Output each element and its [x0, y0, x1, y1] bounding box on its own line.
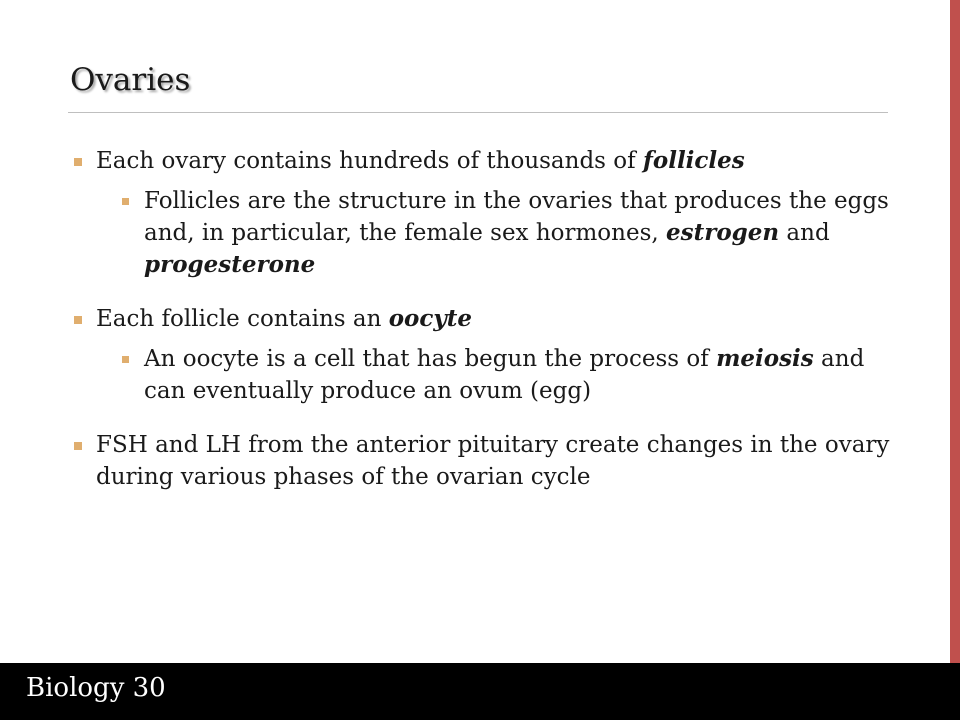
bullet-text: FSH and LH from the anterior pituitary create changes in the ovary during various phases of the ovarian cycle	[96, 432, 890, 490]
bullet-text: Follicles are the structure in the ovaries that produces the eggs and, in particular, the female sex hormones,	[144, 188, 889, 246]
footer-bar	[0, 663, 960, 720]
slide-title: Ovaries	[70, 62, 191, 98]
sub-bullet-item-oocyte-definition	[70, 343, 890, 407]
bullet-text: An oocyte is a cell that has begun the process of	[144, 346, 717, 372]
square-bullet-icon	[122, 356, 129, 363]
right-accent-bar	[950, 0, 960, 663]
emphasis-term: progesterone	[144, 251, 316, 278]
bullet-text: and can eventually produce an ovum (egg)	[144, 346, 865, 404]
emphasis-term: estrogen	[666, 219, 780, 246]
square-bullet-icon	[122, 198, 129, 205]
emphasis-term: follicles	[642, 147, 745, 174]
bullet-text: and	[779, 220, 830, 246]
bullet-item-follicles	[70, 145, 890, 177]
slide-body	[70, 145, 890, 493]
square-bullet-icon	[74, 442, 82, 450]
bullet-item-fsh-lh	[70, 429, 890, 493]
square-bullet-icon	[74, 316, 82, 324]
footer-course-label: Biology 30	[26, 673, 166, 703]
sub-bullet-item-follicle-function	[70, 185, 890, 281]
title-divider	[68, 112, 888, 113]
emphasis-term: oocyte	[388, 305, 473, 332]
square-bullet-icon	[74, 158, 82, 166]
bullet-text: Each follicle contains an	[96, 306, 389, 332]
bullet-item-oocyte	[70, 303, 890, 335]
bullet-text: Each ovary contains hundreds of thousands of	[96, 148, 643, 174]
emphasis-term: meiosis	[716, 345, 814, 372]
